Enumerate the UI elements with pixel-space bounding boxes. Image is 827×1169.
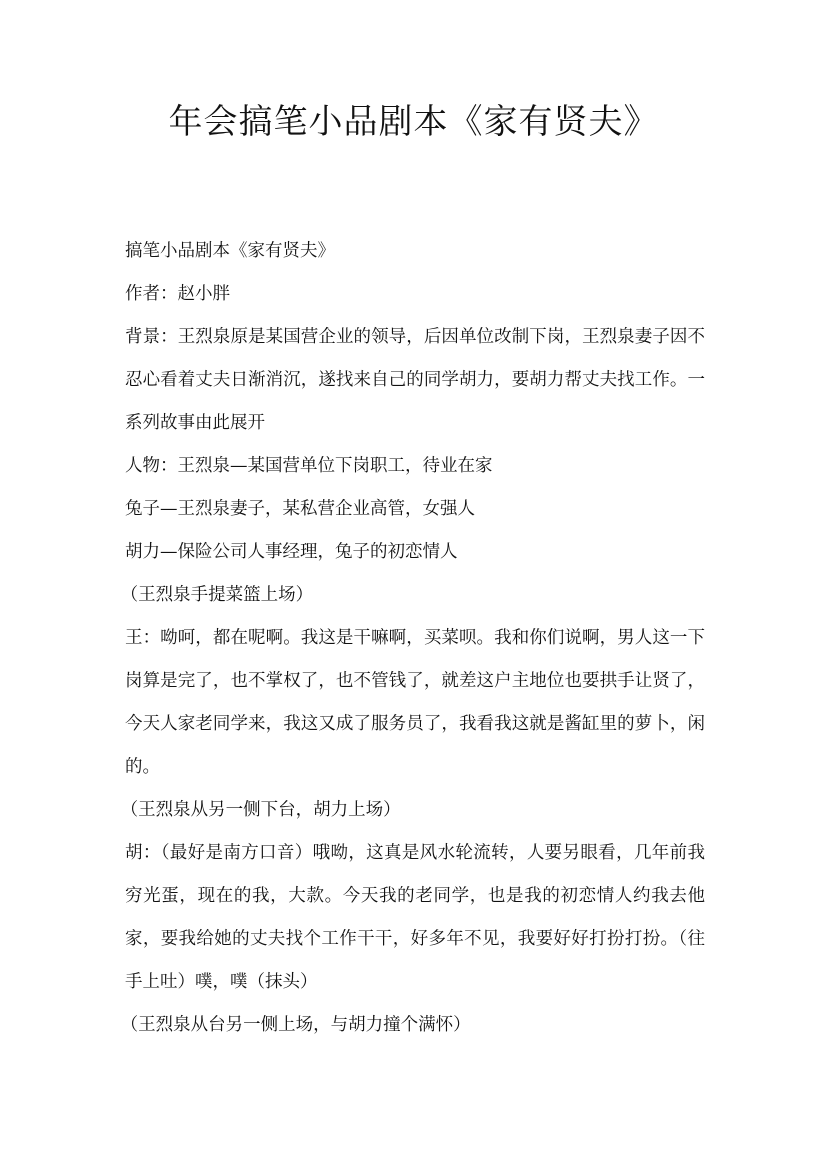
dialogue-wang-1: 王：呦呵，都在呢啊。我这是干嘛啊，买菜呗。我和你们说啊，男人这一下岗算是完了，也不掌权了，也不管钱了，就差这户主地位也要拱手让贤了，今天人家老同学来，我这又成了服务员了，我看我这就是酱缸里的萝卜，闲的。 xyxy=(125,628,705,777)
paragraph-script-title: 搞笔小品剧本《家有贤夫》 xyxy=(125,241,335,261)
stage-direction-3: （王烈泉从台另一侧上场，与胡力撞个满怀） xyxy=(120,1015,471,1035)
document-body xyxy=(120,230,705,1047)
paragraph-background: 背景：王烈泉原是某国营企业的领导，后因单位改制下岗，王烈泉妻子因不忍心看着丈夫日渐消沉，遂找来自己的同学胡力，要胡力帮丈夫找工作。一系列故事由此展开 xyxy=(125,327,705,433)
paragraph-characters-huli: 胡力—保险公司人事经理，兔子的初恋情人 xyxy=(125,542,458,562)
paragraph-characters-tuzi: 兔子—王烈泉妻子，某私营企业高管，女强人 xyxy=(125,499,475,519)
stage-direction-2: （王烈泉从另一侧下台，胡力上场） xyxy=(120,800,401,820)
paragraph-author: 作者：赵小胖 xyxy=(125,284,230,304)
stage-direction-1: （王烈泉手提菜篮上场） xyxy=(120,585,314,605)
dialogue-hu-1: 胡：（最好是南方口音）哦呦，这真是风水轮流转，人要另眼看，几年前我穷光蛋，现在的我，大款。今天我的老同学，也是我的初恋情人约我去他家，要我给她的丈夫找个工作干干，好多年不见，我要好好打扮打扮。（往手上吐）噗，噗（抹头） xyxy=(125,843,705,992)
paragraph-characters-wang: 人物：王烈泉—某国营单位下岗职工，待业在家 xyxy=(125,456,493,476)
document-title: 年会搞笔小品剧本《家有贤夫》 xyxy=(168,102,659,142)
